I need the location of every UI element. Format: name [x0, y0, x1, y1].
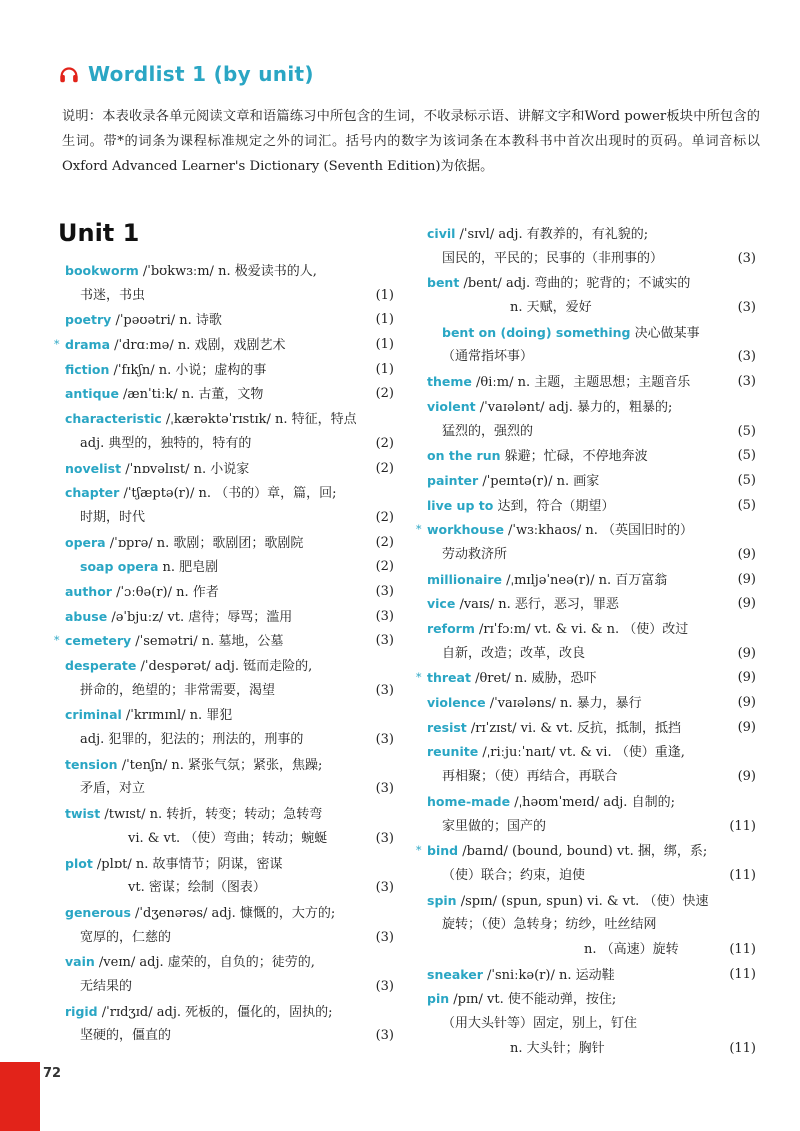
- headword: violent: [427, 398, 476, 414]
- headword: novelist: [65, 460, 122, 476]
- definition: /veɪn/ adj. 虚荣的，自负的；徒劳的,: [94, 955, 315, 971]
- headword: desperate: [65, 658, 137, 673]
- wordlist-line: [50, 975, 394, 1000]
- first-page-ref: (11): [729, 867, 756, 883]
- first-page-ref: (11): [729, 1040, 756, 1056]
- wordlist-line: [50, 703, 394, 728]
- entry-text: [412, 247, 722, 272]
- headword: reform: [427, 621, 475, 636]
- wordlist-left-column: [50, 259, 394, 1049]
- headword: plot: [65, 855, 93, 871]
- definition: /spɪn/ (spun, spun) vi. & vt. （使）快速: [456, 893, 709, 909]
- wordlist-line: [50, 506, 394, 531]
- entry-text: [50, 975, 360, 1000]
- headword: characteristic: [65, 411, 162, 427]
- entry-text: [50, 703, 360, 729]
- entry-text: [412, 691, 722, 717]
- entry-text: [50, 926, 360, 951]
- definition: 无结果的: [80, 978, 133, 994]
- first-page-ref: (3): [375, 633, 394, 649]
- first-page-ref: (9): [737, 596, 756, 612]
- definition: 再相聚；（使）再结合，再联合: [442, 769, 618, 785]
- entry-text: [412, 1012, 722, 1037]
- wordlist-line: [50, 407, 394, 432]
- wordlist-line: [50, 901, 394, 926]
- wordlist-line: [412, 617, 756, 642]
- first-page-ref: (3): [375, 880, 394, 896]
- definition: /rɪˈfɔːm/ vt. & vi. & n. （使）改过: [474, 622, 689, 637]
- first-page-ref: (5): [737, 472, 756, 488]
- entry-text: [50, 1000, 360, 1026]
- extra-word-star-icon: *: [54, 338, 60, 352]
- entry-text: [412, 321, 722, 347]
- definition: （使）联合；约束，迫使: [442, 867, 586, 883]
- headword: millionaire: [427, 571, 503, 587]
- entry-text: [50, 876, 360, 901]
- wordlist-line: [412, 1012, 756, 1037]
- wordlist-line: [412, 271, 756, 296]
- definition: /ˈsɪvl/ adj. 有教养的，有礼貌的;: [455, 227, 649, 242]
- definition: /ˈɔːθə(r)/ n. 作者: [111, 584, 219, 600]
- definition: adj. 典型的，独特的，特有的: [80, 435, 252, 451]
- headphones-icon: [58, 63, 80, 85]
- first-page-ref: (1): [375, 287, 394, 303]
- wordlist-line: [50, 580, 394, 605]
- first-page-ref: (1): [375, 361, 394, 377]
- wordlist-line: [412, 321, 756, 346]
- headword: cemetery: [65, 633, 132, 649]
- first-page-ref: (9): [737, 769, 756, 785]
- wordlist-line: [50, 457, 394, 482]
- wordlist-line: [50, 827, 394, 852]
- entry-text: [412, 568, 722, 594]
- definition: 躲避；忙碌，不停地奔波: [500, 449, 648, 465]
- wordlist-line: [50, 358, 394, 383]
- entry-text: [412, 444, 722, 470]
- entry-text: [412, 765, 722, 790]
- definition: 时期，时代: [80, 509, 146, 525]
- headword: bent: [427, 275, 460, 291]
- extra-word-star-icon: *: [54, 634, 60, 648]
- entry-text: [412, 889, 722, 915]
- entry-text: [50, 827, 360, 852]
- first-page-ref: (9): [737, 546, 756, 562]
- wordlist-line: [50, 259, 394, 284]
- unit-title: Unit 1: [58, 219, 140, 247]
- definition: /ˈvaɪələns/ n. 暴力，暴行: [485, 696, 642, 712]
- headword: criminal: [65, 707, 122, 723]
- wordlist-line: [50, 1024, 394, 1049]
- entry-text: [50, 259, 360, 285]
- first-page-ref: (9): [737, 719, 756, 735]
- entry-text: [50, 555, 360, 581]
- definition: /ˈwɜːkhaʊs/ n. （英国旧时的）: [503, 523, 694, 539]
- wordlist-line: [412, 370, 756, 395]
- headword: fiction: [65, 361, 110, 377]
- entry-text: [412, 222, 722, 248]
- entry-text: [412, 839, 722, 865]
- wordlist-line: [50, 531, 394, 556]
- headword: opera: [65, 534, 106, 550]
- definition: 劳动救济所: [442, 546, 508, 562]
- headword: live up to: [427, 497, 494, 513]
- definition: （通常指坏事）: [442, 349, 534, 365]
- entry-text: [50, 432, 360, 457]
- entry-text: [412, 716, 722, 742]
- first-page-ref: (3): [375, 1028, 394, 1044]
- wordlist-line: [412, 913, 756, 938]
- first-page-ref: (11): [729, 818, 756, 834]
- headword: soap opera: [80, 559, 159, 575]
- entry-text: [412, 370, 722, 396]
- definition: 宽厚的，仁慈的: [80, 929, 172, 945]
- entry-text: [412, 987, 722, 1013]
- wordlist-line: [412, 864, 756, 889]
- first-page-ref: (2): [375, 386, 394, 402]
- entry-text: [50, 777, 360, 802]
- entry-text: [50, 531, 360, 557]
- wordlist-line: [412, 222, 756, 247]
- definition: 矛盾，对立: [80, 781, 146, 797]
- entry-text: [412, 494, 722, 520]
- page-corner-tab: [0, 1062, 40, 1131]
- entry-text: [50, 1024, 360, 1049]
- wordlist-line: [412, 740, 756, 765]
- entry-text: [412, 518, 722, 544]
- headword: rigid: [65, 1003, 98, 1019]
- definition: 猛烈的，强烈的: [442, 423, 534, 439]
- entry-text: [50, 753, 360, 779]
- first-page-ref: (3): [375, 830, 394, 846]
- entry-text: [412, 345, 722, 370]
- definition: n. （高速）旋转: [584, 941, 679, 957]
- definition: /əˈbjuːz/ vt. 虐待；辱骂；滥用: [107, 609, 293, 625]
- wordlist-line: [412, 889, 756, 914]
- headword: bookworm: [65, 263, 139, 278]
- headword: twist: [65, 806, 101, 822]
- wordlist-right-column: [412, 222, 756, 1061]
- entry-text: [50, 654, 360, 680]
- entry-text: [50, 852, 360, 878]
- page-number: 72: [43, 1066, 62, 1081]
- entry-text: [50, 481, 360, 507]
- first-page-ref: (3): [375, 682, 394, 698]
- entry-text: [412, 271, 722, 297]
- entry-text: [412, 740, 722, 766]
- first-page-ref: (9): [737, 670, 756, 686]
- first-page-ref: (9): [737, 645, 756, 661]
- wordlist-line: [412, 543, 756, 568]
- definition: /ˈvaɪələnt/ adj. 暴力的，粗暴的;: [475, 399, 673, 415]
- wordlist-line: [50, 852, 394, 877]
- definition: n. 天赋，爱好: [510, 300, 592, 316]
- definition: n. 肥皂剧: [158, 560, 219, 576]
- entry-text: [50, 728, 360, 753]
- entry-text: [50, 358, 360, 384]
- wordlist-line: [412, 494, 756, 519]
- definition: /ænˈtiːk/ n. 古董，文物: [118, 387, 264, 403]
- entry-text: [412, 666, 722, 692]
- headword: bent on (doing) something: [442, 324, 631, 340]
- headword: on the run: [427, 448, 501, 464]
- first-page-ref: (3): [375, 583, 394, 599]
- definition: 自新，改造；改革，改良: [442, 645, 586, 661]
- entry-text: [412, 296, 722, 321]
- entry-text: [50, 284, 360, 309]
- headword: generous: [65, 904, 131, 920]
- wordlist-line: [50, 333, 394, 358]
- entry-text: [50, 901, 360, 927]
- first-page-ref: (2): [375, 460, 394, 476]
- wordlist-line: [412, 716, 756, 741]
- wordlist-line: [412, 518, 756, 543]
- wordlist-line: [412, 592, 756, 617]
- entry-text: [50, 605, 360, 631]
- definition: 达到，符合（期望）: [493, 498, 615, 514]
- definition: /ˈdʒenərəs/ adj. 慷慨的，大方的;: [130, 905, 336, 921]
- first-page-ref: (5): [737, 497, 756, 513]
- definition: 决心做某事: [630, 325, 700, 341]
- headword: author: [65, 583, 112, 599]
- definition: /ˈdrɑːmə/ n. 戏剧，戏剧艺术: [110, 338, 286, 354]
- definition: /vaɪs/ n. 恶行，恶习，罪恶: [455, 597, 619, 613]
- entry-text: [50, 308, 360, 334]
- wordlist-line: [50, 926, 394, 951]
- extra-word-star-icon: *: [416, 523, 422, 537]
- wordlist-line: [412, 691, 756, 716]
- definition: vt. 密谋；绘制（图表）: [128, 880, 266, 896]
- wordlist-line: [412, 296, 756, 321]
- headword: civil: [427, 226, 456, 241]
- headword: threat: [427, 670, 471, 686]
- wordlist-line: [412, 666, 756, 691]
- entry-text: [412, 864, 722, 889]
- wordlist-line: [412, 469, 756, 494]
- definition: /rɪˈzɪst/ vi. & vt. 反抗，抵制，抵挡: [466, 720, 681, 736]
- entry-text: [50, 333, 360, 359]
- first-page-ref: (2): [375, 534, 394, 550]
- definition: /θret/ n. 威胁，恐吓: [470, 671, 597, 687]
- headword: reunite: [427, 744, 479, 760]
- definition: /ˈpəʊətri/ n. 诗歌: [111, 313, 222, 329]
- first-page-ref: (3): [375, 978, 394, 994]
- entry-text: [412, 815, 722, 840]
- definition: 坚硬的，僵直的: [80, 1028, 172, 1044]
- entry-text: [412, 790, 722, 816]
- entry-text: [412, 420, 722, 445]
- wordlist-line: [412, 815, 756, 840]
- definition: /plɒt/ n. 故事情节；阴谋，密谋: [92, 856, 283, 872]
- definition: vi. & vt. （使）弯曲；转动；蜿蜒: [128, 830, 328, 846]
- headword: resist: [427, 719, 467, 735]
- headword: sneaker: [427, 966, 483, 982]
- first-page-ref: (2): [375, 559, 394, 575]
- first-page-ref: (1): [375, 337, 394, 353]
- definition: 国民的，平民的；民事的（非刑事的）: [442, 250, 664, 266]
- wordlist-line: [50, 728, 394, 753]
- headword: vain: [65, 954, 95, 970]
- wordlist-line: [50, 679, 394, 704]
- definition: /ˌmɪljəˈneə(r)/ n. 百万富翁: [502, 572, 668, 588]
- wordlist-line: [412, 765, 756, 790]
- definition: /ˈsemətri/ n. 墓地，公墓: [131, 634, 284, 650]
- first-page-ref: (3): [375, 608, 394, 624]
- wordlist-line: [50, 382, 394, 407]
- headword: poetry: [65, 312, 112, 328]
- definition: /ˈfɪkʃn/ n. 小说；虚构的事: [109, 362, 267, 378]
- definition: /ˈpeɪntə(r)/ n. 画家: [478, 473, 600, 489]
- wordlist-line: [412, 568, 756, 593]
- definition: adj. 犯罪的，犯法的；刑法的，刑事的: [80, 732, 304, 748]
- definition: 家里做的；国产的: [442, 818, 547, 834]
- first-page-ref: (3): [375, 732, 394, 748]
- headword: drama: [65, 337, 111, 353]
- extra-word-star-icon: *: [416, 671, 422, 685]
- definition: /twɪst/ n. 转折，转变；转动；急转弯: [100, 807, 323, 823]
- first-page-ref: (9): [737, 695, 756, 711]
- entry-text: [50, 407, 360, 433]
- headword: abuse: [65, 608, 108, 624]
- first-page-ref: (11): [729, 966, 756, 982]
- wordlist-line: [50, 876, 394, 901]
- first-page-ref: (3): [737, 374, 756, 390]
- first-page-ref: (5): [737, 448, 756, 464]
- first-page-ref: (3): [737, 349, 756, 365]
- entry-text: [412, 543, 722, 568]
- definition: /ˈnɒvəlɪst/ n. 小说家: [121, 461, 250, 477]
- definition: /ˈtʃæptə(r)/ n. （书的）章，篇，回;: [119, 486, 337, 502]
- entry-text: [412, 592, 722, 618]
- wordlist-line: [50, 605, 394, 630]
- wordlist-line: [412, 1037, 756, 1062]
- definition: /ˈbʊkwɜːm/ n. 极爱读书的人,: [138, 264, 317, 279]
- wordlist-line: [412, 444, 756, 469]
- wordlist-line: [50, 1000, 394, 1025]
- headword: tension: [65, 756, 118, 772]
- wordlist-line: [412, 839, 756, 864]
- entry-text: [50, 802, 360, 828]
- wordlist-line: [50, 629, 394, 654]
- headword: antique: [65, 386, 119, 402]
- definition: /ˌkærəktəˈrɪstɪk/ n. 特征，特点: [161, 412, 357, 428]
- first-page-ref: (5): [737, 423, 756, 439]
- wordlist-line: [412, 938, 756, 963]
- wordlist-line: [50, 950, 394, 975]
- definition: 书迷，书虫: [80, 287, 146, 303]
- definition: /ˈkrɪmɪnl/ n. 罪犯: [121, 708, 233, 724]
- definition: /ˈsniːkə(r)/ n. 运动鞋: [482, 967, 615, 983]
- definition: /ˌriːjuːˈnaɪt/ vt. & vi. （使）重逢,: [478, 745, 685, 761]
- definition: 旋转；（使）急转身；纺纱，吐丝结网: [442, 917, 657, 933]
- wordlist-line: [50, 777, 394, 802]
- entry-text: [412, 642, 722, 667]
- entry-text: [412, 963, 722, 989]
- wordlist-line: [50, 481, 394, 506]
- wordlist-line: [50, 284, 394, 309]
- entry-text: [50, 679, 360, 704]
- headword: pin: [427, 991, 450, 1007]
- entry-text: [50, 382, 360, 408]
- wordlist-line: [412, 420, 756, 445]
- definition: /ˈtenʃn/ n. 紧张气氛；紧张，焦躁;: [117, 757, 323, 773]
- first-page-ref: (11): [729, 941, 756, 957]
- wordlist-line: [412, 395, 756, 420]
- wordlist-line: [50, 432, 394, 457]
- first-page-ref: (2): [375, 509, 394, 525]
- entry-text: [412, 938, 722, 963]
- wordlist-line: [50, 654, 394, 679]
- headword: painter: [427, 472, 479, 488]
- headword: theme: [427, 374, 472, 390]
- wordlist-line: [50, 802, 394, 827]
- wordlist-line: [50, 555, 394, 580]
- entry-text: [50, 629, 360, 655]
- entry-text: [50, 506, 360, 531]
- wordlist-line: [412, 642, 756, 667]
- definition: /bent/ adj. 弯曲的；驼背的；不诚实的: [459, 276, 691, 292]
- page-title: Wordlist 1 (by unit): [88, 62, 314, 86]
- headword: bind: [427, 843, 459, 859]
- definition: /baɪnd/ (bound, bound) vt. 捆，绑，系;: [458, 844, 708, 860]
- entry-text: [412, 913, 722, 938]
- entry-text: [50, 457, 360, 483]
- entry-text: [412, 469, 722, 495]
- entry-text: [50, 580, 360, 606]
- wordlist-line: [412, 247, 756, 272]
- wordlist-heading: [58, 62, 314, 86]
- headword: home-made: [427, 793, 511, 809]
- definition: （用大头针等）固定，别上，钉住: [442, 1016, 638, 1031]
- headword: chapter: [65, 485, 120, 501]
- wordlist-line: [412, 963, 756, 988]
- wordlist-line: [50, 308, 394, 333]
- first-page-ref: (1): [375, 312, 394, 328]
- headword: violence: [427, 695, 486, 711]
- definition: /pɪn/ vt. 使不能动弹，按住;: [449, 992, 617, 1008]
- entry-text: [412, 1037, 722, 1062]
- extra-word-star-icon: *: [416, 844, 422, 858]
- entry-text: [412, 395, 722, 421]
- headword: vice: [427, 596, 456, 612]
- wordlist-line: [50, 753, 394, 778]
- entry-text: [412, 617, 722, 643]
- headword: spin: [427, 892, 457, 908]
- wordlist-line: [412, 345, 756, 370]
- definition: /ˈdespərət/ adj. 铤而走险的,: [136, 659, 313, 674]
- definition: /ˈrɪdʒɪd/ adj. 死板的，僵化的，固执的;: [97, 1004, 333, 1020]
- definition: /ˈɒprə/ n. 歌剧；歌剧团；歌剧院: [105, 535, 304, 551]
- first-page-ref: (3): [375, 781, 394, 797]
- headword: workhouse: [427, 522, 504, 538]
- definition: 拼命的，绝望的；非常需要，渴望: [80, 682, 276, 698]
- definition: /θiːm/ n. 主题，主题思想；主题音乐: [471, 375, 691, 391]
- first-page-ref: (2): [375, 435, 394, 451]
- wordlist-line: [412, 790, 756, 815]
- first-page-ref: (9): [737, 571, 756, 587]
- entry-text: [50, 950, 360, 976]
- definition: /ˌhəʊmˈmeɪd/ adj. 自制的;: [510, 794, 675, 810]
- intro-note: 说明：本表收录各单元阅读文章和语篇练习中所包含的生词，不收录标示语、讲解文字和Word power板块中所包含的生词。带*的词条为课程标准规定之外的词汇。括号内的数字为该词条在本教科书中首次出现时的页码。单词音标以Oxford Advanced Learner's Dictionary (Seventh Edition)为依据。: [62, 109, 760, 174]
- first-page-ref: (3): [737, 250, 756, 266]
- first-page-ref: (3): [737, 300, 756, 316]
- first-page-ref: (3): [375, 929, 394, 945]
- definition: n. 大头针；胸针: [510, 1040, 605, 1056]
- wordlist-line: [412, 987, 756, 1012]
